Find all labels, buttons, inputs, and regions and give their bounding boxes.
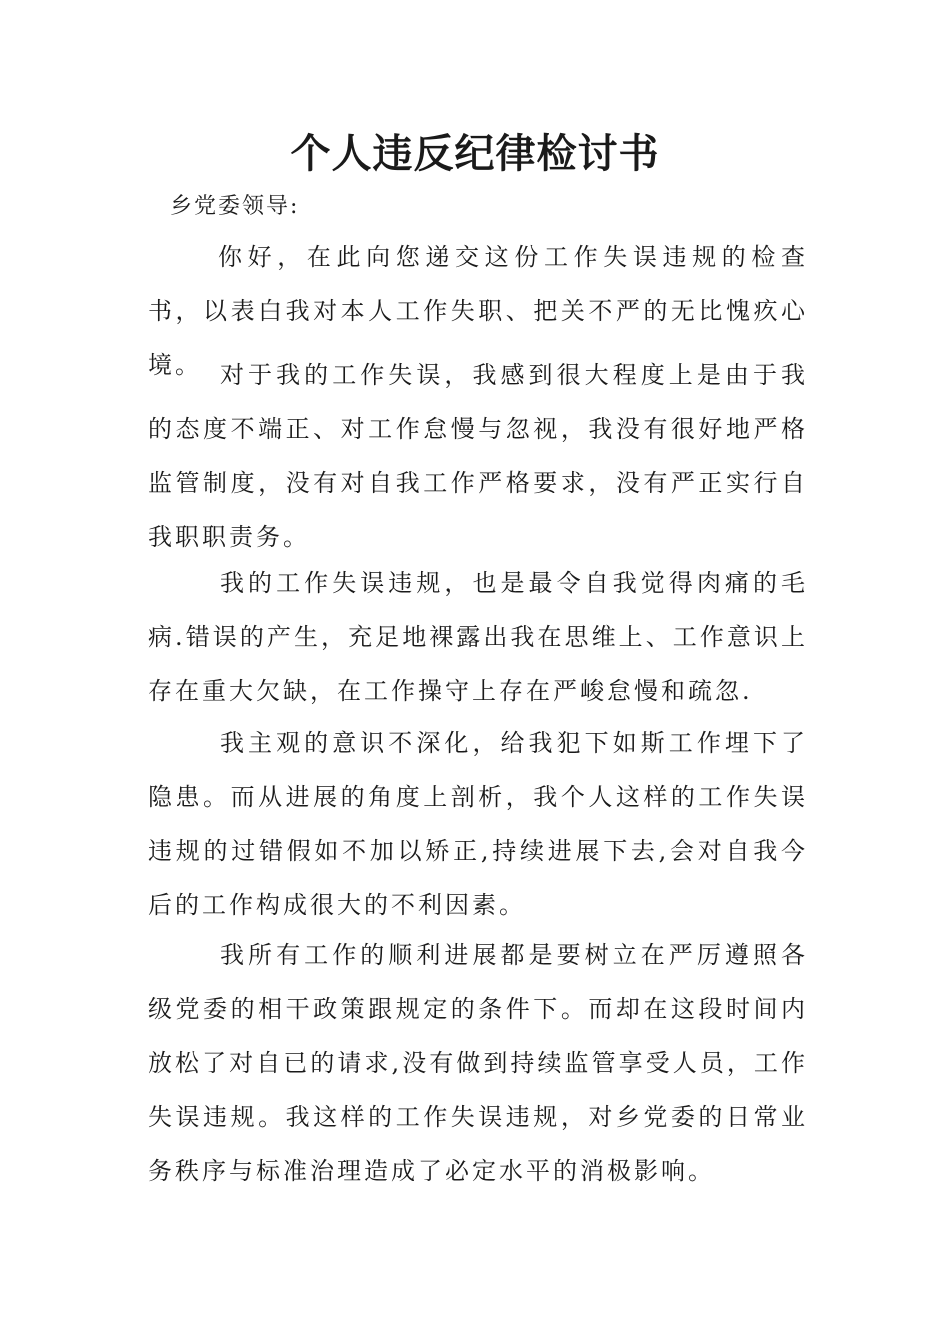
paragraph-3: 我的工作失误违规，也是最令自我觉得肉痛的毛病.错误的产生，充足地裸露出我在思维上、工作意识上存在重大欠缺，在工作操守上存在严峻怠慢和疏忽.	[148, 569, 808, 705]
salutation: 乡党委领导:	[170, 194, 300, 219]
paragraph-1: 你好，在此向您递交这份工作失误违规的检查书，以表白我对本人工作失职、把关不严的无比愧疚心境。	[148, 243, 808, 379]
document-title: 个人违反纪律检讨书	[290, 131, 660, 177]
paragraph-4: 我主观的意识不深化，给我犯下如斯工作埋下了隐患。而从进展的角度上剖析，我个人这样的工作失误违规的过错假如不加以矫正,持续进展下去,会对自我今后的工作构成很大的不利因素。	[148, 729, 808, 919]
paragraph-2: 对于我的工作失误，我感到很大程度上是由于我的态度不端正、对工作怠慢与忽视，我没有很好地严格监管制度，没有对自我工作严格要求，没有严正实行自我职职责务。	[148, 361, 808, 551]
paragraph-5: 我所有工作的顺利进展都是要树立在严厉遵照各级党委的相干政策跟规定的条件下。而却在这段时间内放松了对自已的请求,没有做到持续监管享受人员，工作失误违规。我这样的工作失误违规，对乡党委的日常业务秩序与标准治理造成了必定水平的消极影响。	[148, 941, 808, 1185]
